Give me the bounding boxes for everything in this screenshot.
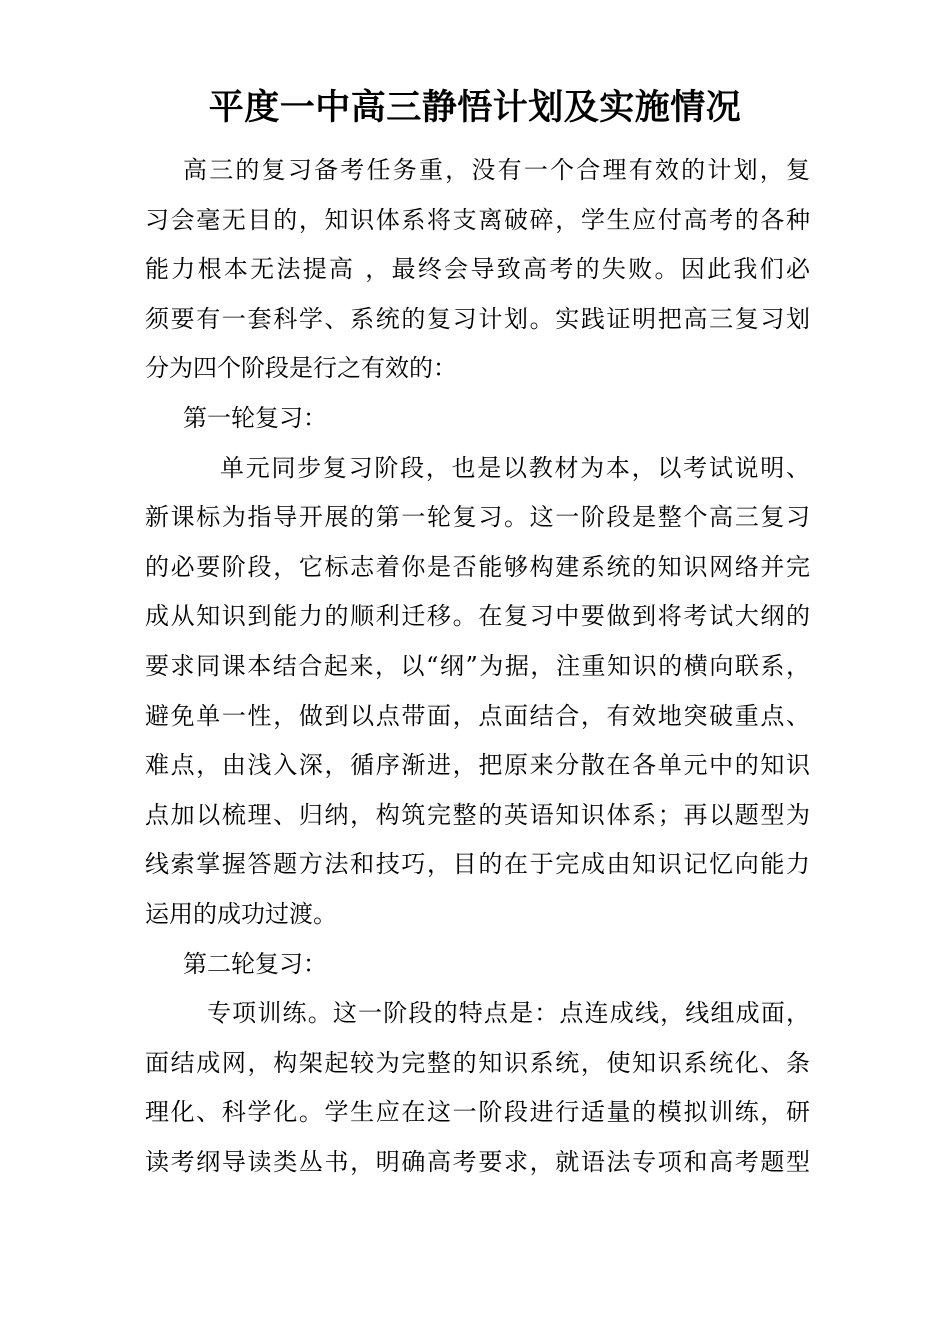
paragraph-line: 的必要阶段，它标志着你是否能够构建系统的知识网络并完 <box>145 552 810 581</box>
paragraph-line: 点加以梳理、归纳，构筑完整的英语知识体系；再以题型为 <box>145 800 810 829</box>
paragraph-line: 面结成网，构架起较为完整的知识系统，使知识系统化、条 <box>145 1048 810 1077</box>
paragraph-line: 理化、科学化。学生应在这一阶段进行适量的模拟训练，研 <box>145 1098 810 1127</box>
section-heading: 第二轮复习： <box>183 949 327 978</box>
paragraph-line: 能力根本无法提高 ，最终会导致高考的失败。因此我们必 <box>145 255 810 284</box>
paragraph-line: 习会毫无目的，知识体系将支离破碎，学生应付高考的各种 <box>145 205 810 234</box>
paragraph-line: 单元同步复习阶段，也是以教材为本，以考试说明、 <box>220 453 810 482</box>
paragraph-line: 分为四个阶段是行之有效的： <box>145 354 457 383</box>
paragraph-line: 新课标为指导开展的第一轮复习。这一阶段是整个高三复习 <box>145 503 810 532</box>
paragraph-line: 读考纲导读类丛书，明确高考要求，就语法专项和高考题型 <box>145 1147 810 1176</box>
paragraph-line: 须要有一套科学、系统的复习计划。实践证明把高三复习划 <box>145 304 810 333</box>
paragraph-line: 运用的成功过渡。 <box>145 899 337 928</box>
paragraph-line: 线索掌握答题方法和技巧，目的在于完成由知识记忆向能力 <box>145 850 810 879</box>
paragraph-line: 避免单一性，做到以点带面，点面结合，有效地突破重点、 <box>145 701 810 730</box>
paragraph-line: 专项训练。这一阶段的特点是：点连成线，线组成面， <box>207 999 810 1028</box>
section-heading: 第一轮复习： <box>183 403 327 432</box>
document-body <box>145 146 810 1187</box>
document-title: 平度一中高三静悟计划及实施情况 <box>208 87 742 128</box>
paragraph-line: 难点，由浅入深，循序渐进，把原来分散在各单元中的知识 <box>145 751 810 780</box>
paragraph-line: 成从知识到能力的顺利迁移。在复习中要做到将考试大纲的 <box>145 602 810 631</box>
paragraph-line: 高三的复习备考任务重，没有一个合理有效的计划，复 <box>183 156 810 184</box>
paragraph-line: 要求同课本结合起来，以“纲”为据，注重知识的横向联系， <box>145 651 810 680</box>
